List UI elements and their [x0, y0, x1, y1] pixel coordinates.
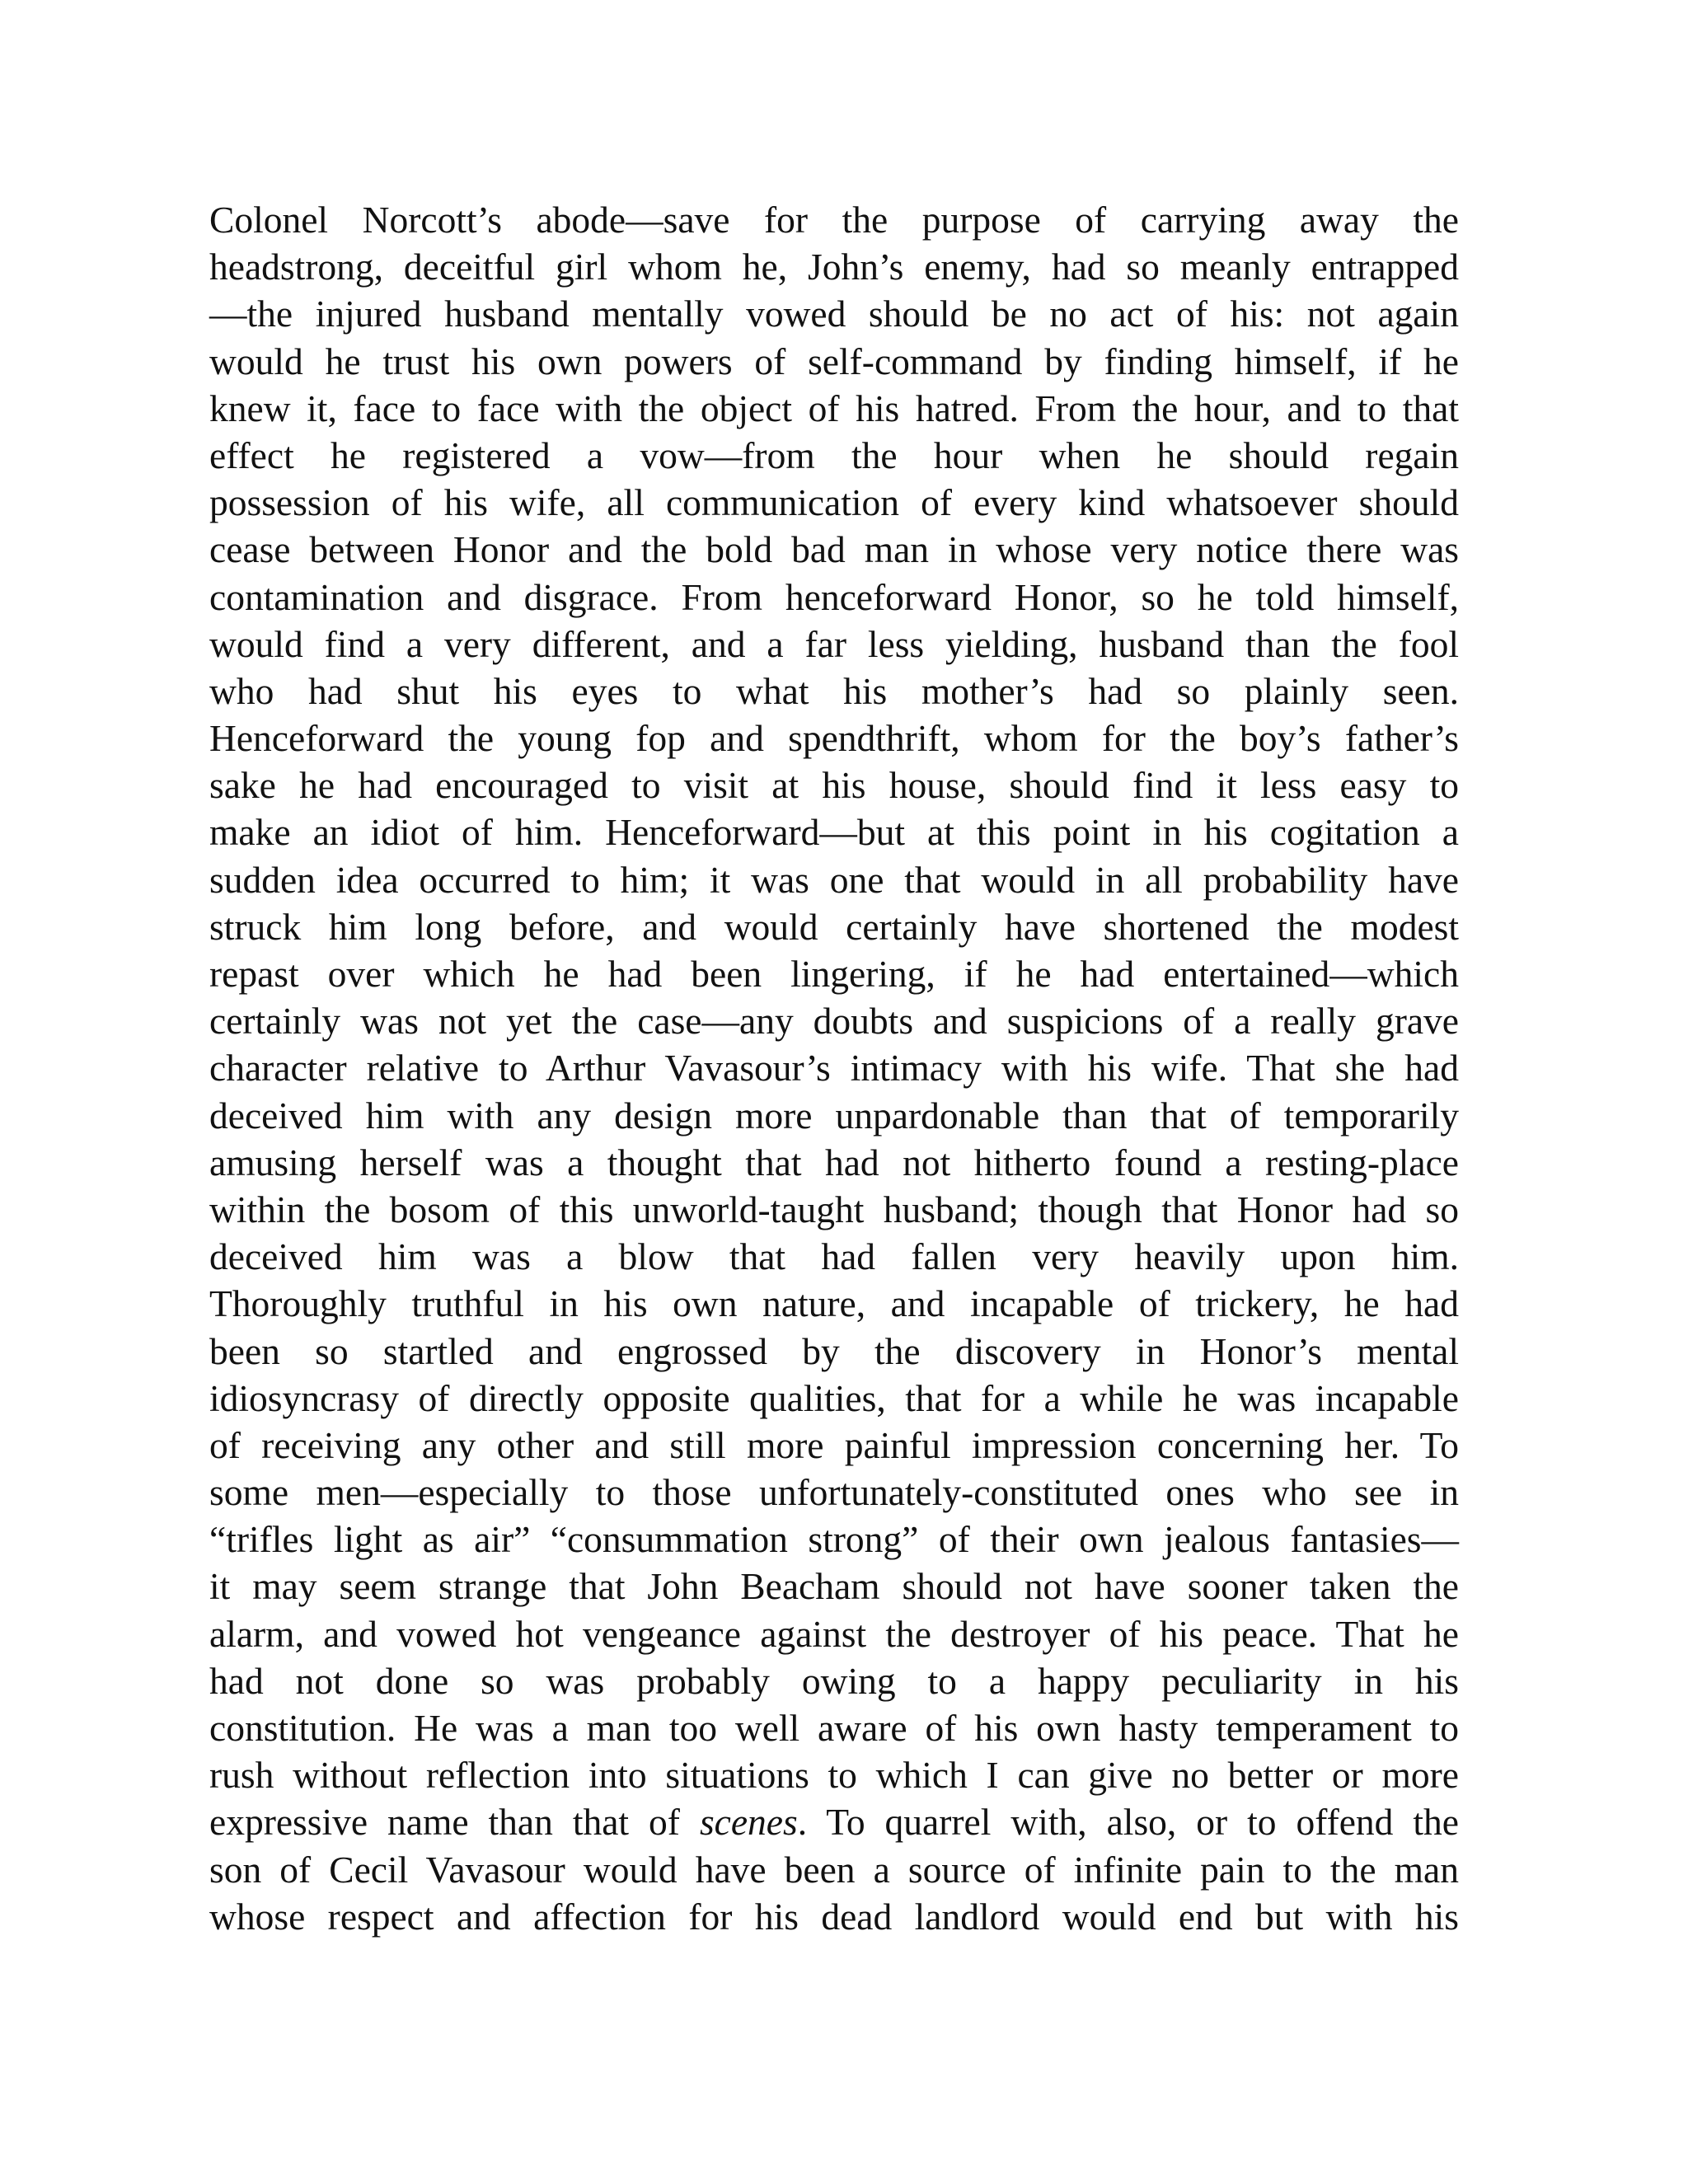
body-text: [209, 196, 1459, 1940]
text-line: constitution. He was a man too well aware of his own hasty temperament to: [209, 1707, 1459, 1749]
text-line: of receiving any other and still more painful impression concerning her. To: [209, 1423, 1459, 1466]
text-line: effect he registered a vow—from the hour when he should regain: [209, 434, 1459, 476]
text-line: would he trust his own powers of self-command by finding himself, if he: [209, 340, 1459, 382]
text-line: sudden idea occurred to him; it was one that would in all probability have: [209, 858, 1459, 901]
text-line: Henceforward the young fop and spendthrift, whom for the boy’s father’s: [209, 717, 1459, 760]
text-line: within the bosom of this unworld-taught husband; though that Honor had so: [209, 1188, 1459, 1230]
italic-word: scenes: [699, 1801, 798, 1844]
text-line: Thoroughly truthful in his own nature, and incapable of trickery, he had: [209, 1282, 1459, 1325]
text-line: idiosyncrasy of directly opposite qualities, that for a while he was incapable: [209, 1376, 1459, 1419]
text-line: son of Cecil Vavasour would have been a source of infinite pain to the man: [209, 1848, 1459, 1891]
text-line: who had shut his eyes to what his mother’s had so plainly seen.: [209, 669, 1459, 712]
text-segment: expressive name than that of: [209, 1801, 700, 1844]
text-line: sake he had encouraged to visit at his house, should find it less easy to: [209, 764, 1459, 807]
text-line: struck him long before, and would certainly have shortened the modest: [209, 905, 1459, 948]
text-line: would find a very different, and a far less yielding, husband than the fool: [209, 622, 1459, 665]
text-line: some men—especially to those unfortunately-constituted ones who see in: [209, 1471, 1459, 1514]
text-line: headstrong, deceitful girl whom he, John’s enemy, had so meanly entrapped: [209, 246, 1459, 288]
text-line: —the injured husband mentally vowed should be no act of his: not again: [209, 293, 1459, 335]
text-line: had not done so was probably owing to a happy peculiarity in his: [209, 1659, 1459, 1702]
text-line: repast over which he had been lingering, if he had entertained—which: [209, 953, 1459, 995]
text-line: rush without reflection into situations to which I can give no better or more: [209, 1754, 1459, 1797]
text-line: cease between Honor and the bold bad man in whose very notice there was: [209, 528, 1459, 571]
text-line: deceived him was a blow that had fallen very heavily upon him.: [209, 1235, 1459, 1278]
text-line: Colonel Norcott’s abode—save for the purpose of carrying away the: [209, 199, 1459, 241]
text-line: it may seem strange that John Beacham should not have sooner taken the: [209, 1565, 1459, 1608]
text-line: “trifles light as air” “consummation strong” of their own jealous fantasies—: [209, 1518, 1459, 1561]
text-line: amusing herself was a thought that had not hitherto found a resting-place: [209, 1141, 1459, 1183]
text-line: been so startled and engrossed by the discovery in Honor’s mental: [209, 1329, 1459, 1372]
text-line: make an idiot of him. Henceforward—but at this point in his cogitation a: [209, 811, 1459, 854]
text-line: whose respect and affection for his dead landlord would end but with his: [209, 1895, 1459, 1938]
text-line: contamination and disgrace. From henceforward Honor, so he told himself,: [209, 575, 1459, 618]
text-line: certainly was not yet the case—any doubts and suspicions of a really grave: [209, 1000, 1459, 1043]
text-line: possession of his wife, all communication of every kind whatsoever should: [209, 481, 1459, 524]
text-line: knew it, face to face with the object of his hatred. From the hour, and to that: [209, 387, 1459, 429]
text-line: character relative to Arthur Vavasour’s intimacy with his wife. That she had: [209, 1047, 1459, 1090]
text-segment: . To quarrel with, also, or to offend the: [797, 1801, 1460, 1844]
text-line: deceived him with any design more unpardonable than that of temporarily: [209, 1094, 1459, 1137]
text-line-with-italic: [209, 1798, 1459, 1845]
text-line: alarm, and vowed hot vengeance against the destroyer of his peace. That he: [209, 1612, 1459, 1655]
